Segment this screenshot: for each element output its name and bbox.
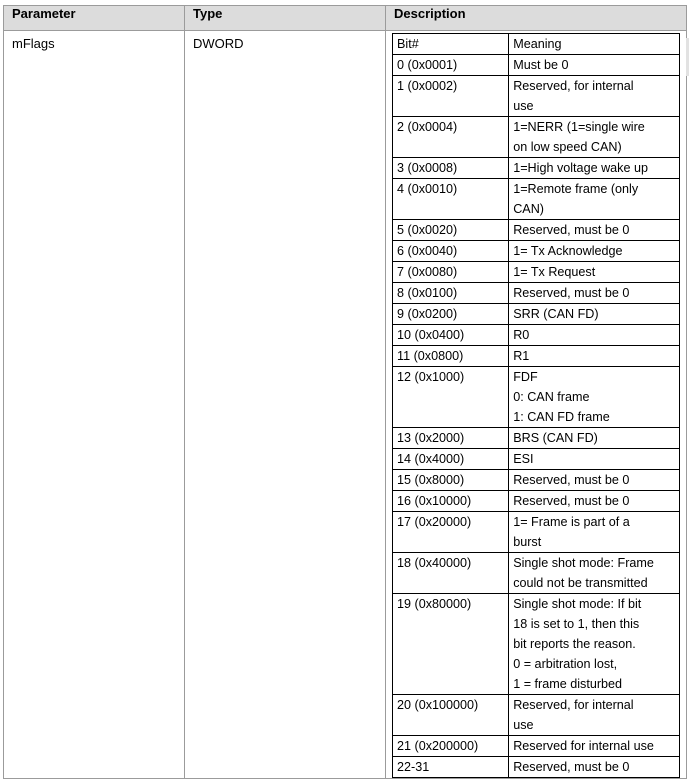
- bit-cell: 10 (0x0400): [393, 325, 509, 346]
- meaning-line: R0: [513, 328, 530, 342]
- table-row: [393, 220, 680, 241]
- meaning-cell: [509, 757, 680, 778]
- bit-cell: 22-31: [393, 757, 509, 778]
- meaning-line: 1: CAN FD frame: [513, 410, 610, 424]
- bit-cell: 11 (0x0800): [393, 346, 509, 367]
- meaning-line: 1= Frame is part of a: [513, 515, 630, 529]
- bit-cell: 6 (0x0040): [393, 241, 509, 262]
- meaning-line: 1= Tx Acknowledge: [513, 244, 623, 258]
- meaning-line: 18 is set to 1, then this: [513, 617, 640, 631]
- meaning-line: Single shot mode: If bit: [513, 597, 642, 611]
- table-row: [393, 325, 680, 346]
- type-cell: DWORD: [185, 31, 386, 779]
- meaning-cell: [509, 325, 680, 346]
- meaning-cell: [509, 491, 680, 512]
- bit-cell: 15 (0x8000): [393, 470, 509, 491]
- bit-cell: 13 (0x2000): [393, 428, 509, 449]
- meaning-line: Single shot mode: Frame: [513, 556, 654, 570]
- table-row: [393, 736, 680, 757]
- meaning-line: burst: [513, 535, 542, 549]
- meaning-cell: [509, 346, 680, 367]
- meaning-line: use: [513, 718, 534, 732]
- bit-cell: 8 (0x0100): [393, 283, 509, 304]
- header-description: Description: [386, 6, 687, 31]
- meaning-line: Reserved, must be 0: [513, 494, 630, 508]
- meaning-line: CAN): [513, 202, 544, 216]
- meaning-cell: [509, 220, 680, 241]
- page-edge-strip: [686, 38, 689, 76]
- meaning-line: 1 = frame disturbed: [513, 677, 623, 691]
- bit-cell: 16 (0x10000): [393, 491, 509, 512]
- header-row: [4, 6, 687, 31]
- bit-cell: 17 (0x20000): [393, 512, 509, 553]
- table-row: [4, 31, 687, 779]
- table-row: [393, 367, 680, 428]
- meaning-cell: [509, 449, 680, 470]
- table-row: [393, 179, 680, 220]
- meaning-cell: [509, 179, 680, 220]
- table-row: [393, 283, 680, 304]
- table-row: [393, 158, 680, 179]
- table-row: [393, 594, 680, 695]
- meaning-cell: [509, 304, 680, 325]
- meaning-cell: [509, 553, 680, 594]
- table-row: [393, 76, 680, 117]
- bit-cell: 18 (0x40000): [393, 553, 509, 594]
- header-type: Type: [185, 6, 386, 31]
- description-cell: [386, 31, 687, 779]
- meaning-cell: [509, 736, 680, 757]
- meaning-line: R1: [513, 349, 530, 363]
- meaning-header: Meaning: [509, 34, 680, 55]
- meaning-line: SRR (CAN FD): [513, 307, 599, 321]
- meaning-cell: [509, 594, 680, 695]
- meaning-cell: [509, 695, 680, 736]
- meaning-line: could not be transmitted: [513, 576, 648, 590]
- table-row: [393, 241, 680, 262]
- meaning-line: 0: CAN frame: [513, 390, 590, 404]
- meaning-cell: [509, 262, 680, 283]
- meaning-line: ESI: [513, 452, 534, 466]
- header-parameter: Parameter: [4, 6, 185, 31]
- table-row: [393, 553, 680, 594]
- meaning-line: 0 = arbitration lost,: [513, 657, 618, 671]
- meaning-cell: [509, 76, 680, 117]
- bit-cell: 12 (0x1000): [393, 367, 509, 428]
- table-row: [393, 428, 680, 449]
- meaning-line: bit reports the reason.: [513, 637, 636, 651]
- meaning-line: Reserved for internal use: [513, 739, 654, 753]
- meaning-cell: [509, 367, 680, 428]
- table-row: [393, 757, 680, 778]
- bit-cell: 9 (0x0200): [393, 304, 509, 325]
- parameter-cell: mFlags: [4, 31, 185, 779]
- meaning-line: Reserved, must be 0: [513, 760, 630, 774]
- meaning-line: Reserved, must be 0: [513, 286, 630, 300]
- meaning-line: Reserved, for internal: [513, 79, 634, 93]
- meaning-line: Must be 0: [513, 58, 569, 72]
- bit-cell: 7 (0x0080): [393, 262, 509, 283]
- table-row: [393, 470, 680, 491]
- bit-cell: 19 (0x80000): [393, 594, 509, 695]
- meaning-line: FDF: [513, 370, 538, 384]
- bit-cell: 21 (0x200000): [393, 736, 509, 757]
- bit-cell: 3 (0x0008): [393, 158, 509, 179]
- bit-header-row: [393, 34, 680, 55]
- bit-cell: 5 (0x0020): [393, 220, 509, 241]
- bit-cell: 2 (0x0004): [393, 117, 509, 158]
- table-row: [393, 346, 680, 367]
- meaning-line: 1=NERR (1=single wire: [513, 120, 645, 134]
- meaning-line: Reserved, for internal: [513, 698, 634, 712]
- bit-cell: 20 (0x100000): [393, 695, 509, 736]
- meaning-cell: [509, 158, 680, 179]
- meaning-line: BRS (CAN FD): [513, 431, 598, 445]
- meaning-line: Reserved, must be 0: [513, 473, 630, 487]
- meaning-line: Reserved, must be 0: [513, 223, 630, 237]
- meaning-cell: [509, 470, 680, 491]
- table-row: [393, 55, 680, 76]
- table-row: [393, 117, 680, 158]
- table-row: [393, 491, 680, 512]
- meaning-cell: [509, 241, 680, 262]
- table-row: [393, 695, 680, 736]
- bit-cell: 1 (0x0002): [393, 76, 509, 117]
- meaning-line: on low speed CAN): [513, 140, 622, 154]
- bit-cell: 4 (0x0010): [393, 179, 509, 220]
- meaning-cell: [509, 428, 680, 449]
- table-row: [393, 449, 680, 470]
- meaning-line: 1= Tx Request: [513, 265, 596, 279]
- meaning-line: 1=Remote frame (only: [513, 182, 639, 196]
- table-row: [393, 512, 680, 553]
- bit-table: [392, 33, 680, 778]
- bit-header: Bit#: [393, 34, 509, 55]
- bit-cell: 14 (0x4000): [393, 449, 509, 470]
- parameter-table: [3, 5, 687, 779]
- meaning-line: use: [513, 99, 534, 113]
- table-row: [393, 304, 680, 325]
- meaning-cell: [509, 283, 680, 304]
- bit-cell: 0 (0x0001): [393, 55, 509, 76]
- table-row: [393, 262, 680, 283]
- meaning-cell: [509, 512, 680, 553]
- meaning-cell: [509, 117, 680, 158]
- meaning-cell: [509, 55, 680, 76]
- meaning-line: 1=High voltage wake up: [513, 161, 648, 175]
